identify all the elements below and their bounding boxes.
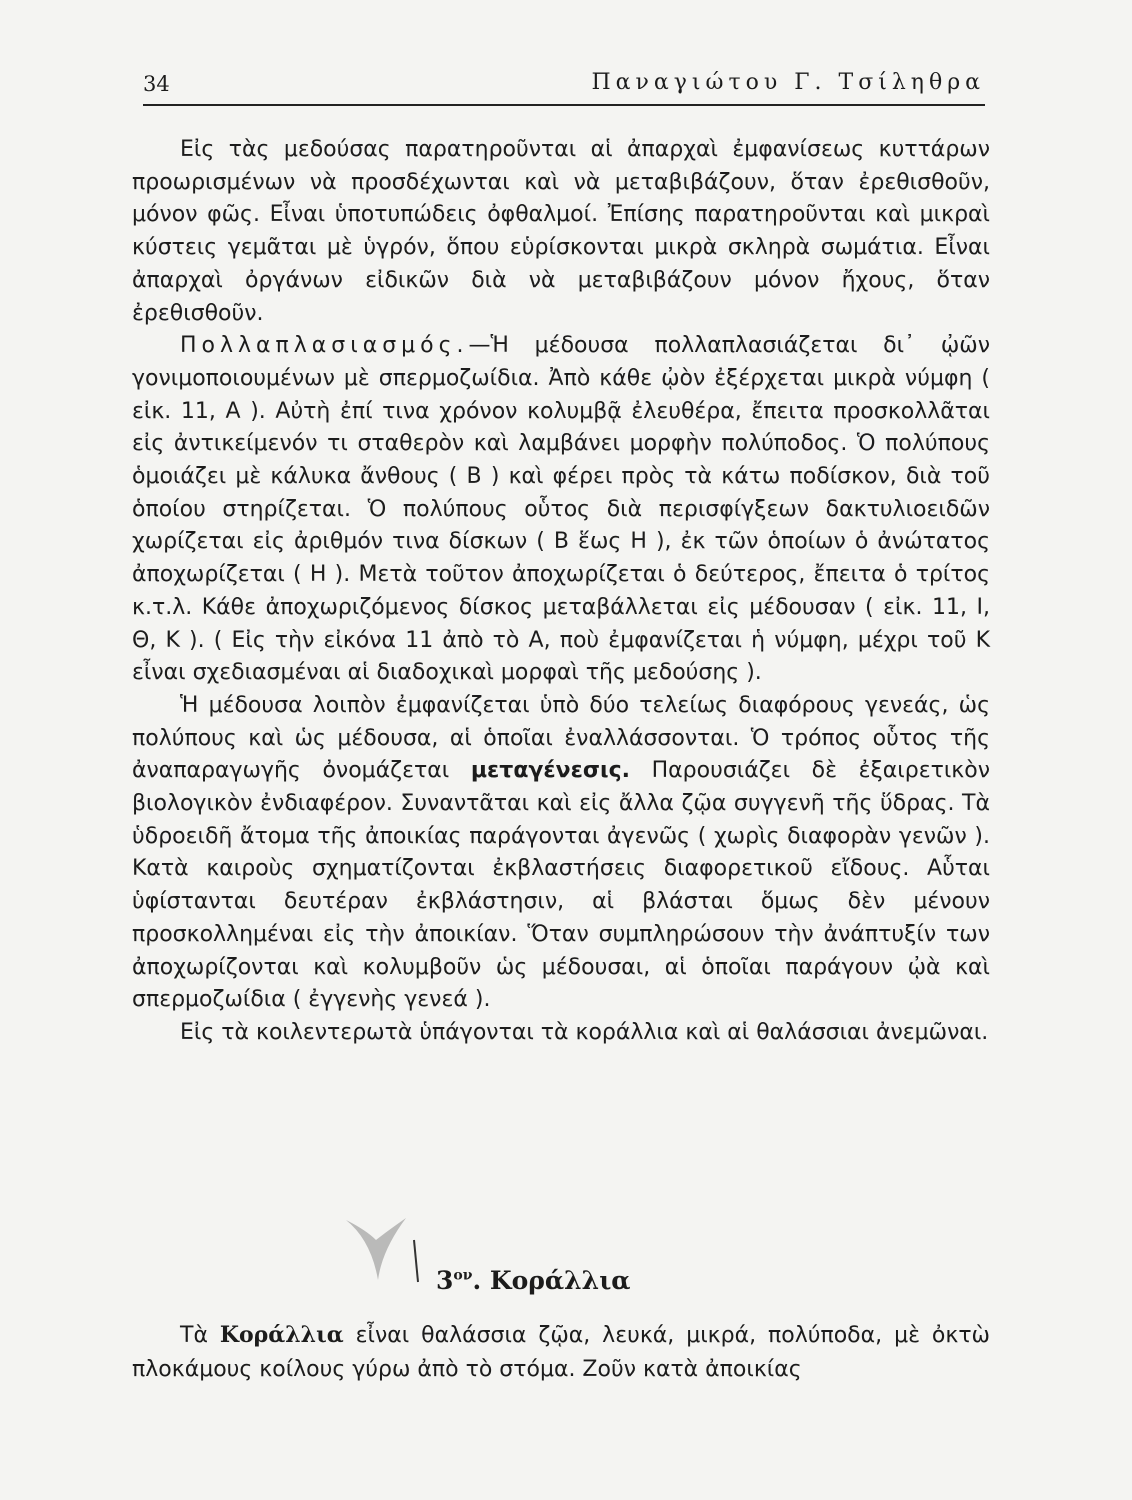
- paragraph: [132, 1017, 990, 1050]
- paragraph-text: Ἡ μέδουσα λοιπὸν ἐμφανίζεται ὑπὸ δύο τελείως διαφόρους γενεάς, ὡς πολύπους καὶ ὡς μέδουσα, αἱ ὁποῖαι ἐναλλάσσονται. Ὁ τρόπος οὗτος τῆς ἀναπαραγωγῆς ὀνομάζεται: [132, 692, 990, 784]
- section-body-text: [132, 1318, 990, 1387]
- section-number-suffix: ον: [453, 1267, 473, 1284]
- paragraph-text: Παρουσιάζει δὲ ἐξαιρετικὸν βιολογικὸν ἐνδιαφέρον. Συναντᾶται καὶ εἰς ἄλλα ζῷα συγγενῆ τῆς ὕδρας. Τὰ ὑδροειδῆ ἄτομα τῆς ἀποικίας παράγονται ἀγενῶς ( χωρὶς διαφορὰν γενῶν ). Κατὰ καιροὺς σχηματίζονται ἐκβλαστήσεις διαφορετικοῦ εἴδους. Αὗται ὑφίστανται δευτέραν ἐκβλάστησιν, αἱ βλάσται ὅμως δὲν μένουν προσκολλημέναι εἰς τὴν ἀποικίαν. Ὅταν συμπληρώσουν τὴν ἀνάπτυξίν των ἀποχωρίζονται καὶ κολυμβοῦν ὡς μέδουσαι, αἱ ὁποῖαι παράγουν ᾠὰ καὶ σπερμοζωίδια ( ἐγγενὴς γενεά ).: [132, 758, 990, 1013]
- section-title: . Κοράλλια: [472, 1266, 631, 1295]
- running-head: Παναγιώτου Γ. Τσίληθρα: [591, 70, 985, 95]
- paragraph-text: εἶναι θαλάσσια ζῷα, λευκά, μικρά, πολύποδα, μὲ ὀκτὼ πλοκάμους κοίλους γύρω ἀπὸ τὸ στόμα. Ζοῦν κατὰ ἀποικίας: [132, 1323, 990, 1382]
- paragraph: [132, 690, 990, 1017]
- bold-term: Κοράλλια: [219, 1322, 344, 1348]
- page-number: 34: [143, 72, 170, 96]
- spaced-heading: Πολλαπλασιασμός.: [180, 333, 469, 359]
- page-header: [143, 70, 985, 106]
- body-text: [132, 134, 990, 1050]
- ink-smudge: [326, 1210, 446, 1290]
- paragraph: [132, 1318, 990, 1387]
- paragraph-text: Τὰ: [180, 1323, 220, 1348]
- paragraph-text: —Ἡ μέδουσα πολλαπλασιάζεται δι᾽ ᾠῶν γονιμοποιουμένων μὲ σπερμοζωίδια. Ἀπὸ κάθε ᾠὸν ἐξέρχεται μικρὰ νύμφη ( εἰκ. 11, Α ). Αὐτὴ ἐπί τινα χρόνον κολυμβᾷ ἐλευθέρα, ἔπειτα προσκολλᾶται εἰς ἀντικείμενόν τι σταθερὸν καὶ λαμβάνει μορφὴν πολύποδος. Ὁ πολύπους ὁμοιάζει μὲ κάλυκα ἄνθους ( Β ) καὶ φέρει πρὸς τὰ κάτω ποδίσκον, διὰ τοῦ ὁποίου στηρίζεται. Ὁ πολύπους οὗτος διὰ περισφίγξεων δακτυλιοειδῶν χωρίζεται εἰς ἀριθμόν τινα δίσκων ( Β ἕως Η ), ἐκ τῶν ὁποίων ὁ ἀνώτατος ἀποχωρίζεται ( Η ). Μετὰ τοῦτον ἀποχωρίζεται ὁ δεύτερος, ἔπειτα ὁ τρίτος κ.τ.λ. Κάθε ἀποχωριζόμενος δίσκος μεταβάλλεται εἰς μέδουσαν ( εἰκ. 11, Ι, Θ, Κ ). ( Εἰς τὴν εἰκόνα 11 ἀπὸ τὸ Α, ποὺ ἐμφανίζεται ἡ νύμφη, μέχρι τοῦ Κ εἶναι σχεδιασμέναι αἱ διαδοχικαὶ μορφαὶ τῆς μεδούσης ).: [132, 333, 990, 686]
- paragraph: [132, 134, 990, 330]
- section-number: 3: [436, 1266, 454, 1295]
- section-heading: [436, 1266, 631, 1295]
- paragraph: [132, 330, 990, 690]
- paragraph-text: Εἰς τὰ κοιλεντερωτὰ ὑπάγονται τὰ κοράλλια καὶ αἱ θαλάσσιαι ἀνεμῶναι.: [180, 1019, 989, 1045]
- bold-term: μεταγένεσις.: [470, 758, 630, 784]
- paragraph-text: Εἰς τὰς μεδούσας παρατηροῦνται αἱ ἀπαρχαὶ ἐμφανίσεως κυττάρων προωρισμένων νὰ προσδέχωνται καὶ νὰ μεταβιβάζουν, ὅταν ἐρεθισθοῦν, μόνον φῶς. Εἶναι ὑποτυπώδεις ὀφθαλμοί. Ἐπίσης παρατηροῦνται καὶ μικραὶ κύστεις γεμᾶται μὲ ὑγρόν, ὅπου εὑρίσκονται μικρὰ σκληρὰ σωμάτια. Εἶναι ἀπαρχαὶ ὀργάνων εἰδικῶν διὰ νὰ μεταβιβάζουν μόνον ἤχους, ὅταν ἐρεθισθοῦν.: [132, 137, 990, 326]
